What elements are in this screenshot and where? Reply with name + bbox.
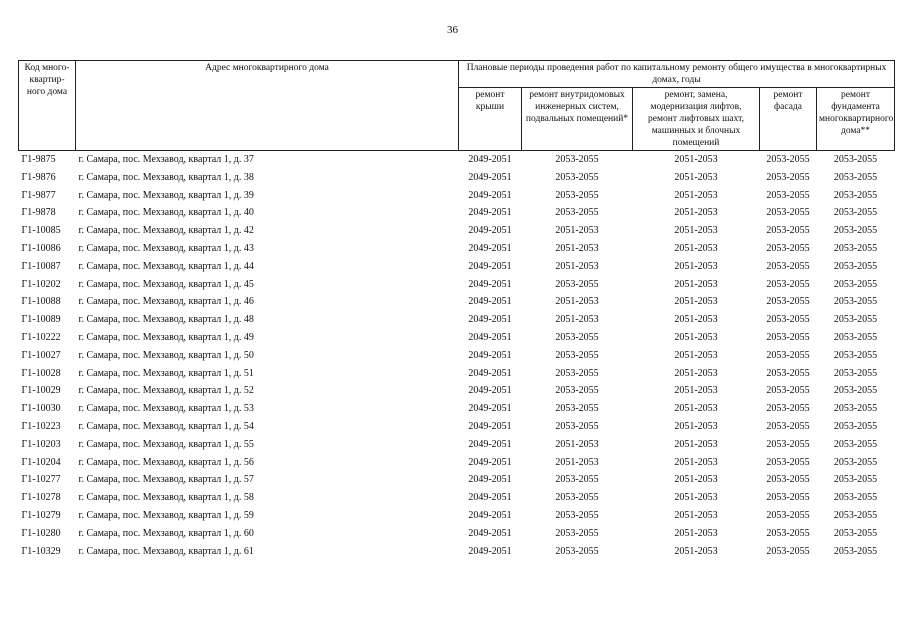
cell-foundation: 2053-2055 bbox=[833, 367, 878, 379]
cell-foundation: 2053-2055 bbox=[833, 242, 878, 254]
table-body bbox=[19, 151, 895, 561]
cell-foundation: 2053-2055 bbox=[833, 403, 878, 415]
cell-elevators: 2051-2053 bbox=[674, 331, 718, 343]
cell-roof: 2049-2051 bbox=[468, 527, 512, 539]
cell-address: г. Самара, пос. Мехзавод, квартал 1, д. 52 bbox=[78, 385, 254, 397]
cell-foundation: 2053-2055 bbox=[833, 527, 878, 539]
cell-code: Г1-9875 bbox=[21, 154, 56, 165]
table-row bbox=[19, 151, 895, 169]
cell-facade: 2053-2055 bbox=[766, 438, 810, 450]
table-row bbox=[19, 436, 895, 454]
cell-facade: 2053-2055 bbox=[766, 385, 810, 397]
cell-address: г. Самара, пос. Мехзавод, квартал 1, д. 53 bbox=[78, 403, 254, 415]
cell-elevators: 2051-2053 bbox=[674, 385, 718, 397]
cell-code: Г1-10277 bbox=[21, 474, 61, 486]
cell-elevators: 2051-2053 bbox=[674, 367, 718, 379]
header-periods: Плановые периоды проведения работ по капитальному ремонту общего имущества в многоквартирных домах, годы bbox=[459, 61, 895, 88]
cell-foundation: 2053-2055 bbox=[833, 154, 878, 165]
table-row bbox=[19, 311, 895, 329]
cell-facade: 2053-2055 bbox=[766, 242, 810, 254]
cell-roof: 2049-2051 bbox=[468, 492, 512, 504]
cell-elevators: 2051-2053 bbox=[674, 456, 718, 468]
cell-address: г. Самара, пос. Мехзавод, квартал 1, д. 59 bbox=[78, 509, 254, 521]
cell-facade: 2053-2055 bbox=[766, 509, 810, 521]
cell-elevators: 2051-2053 bbox=[674, 260, 718, 272]
cell-systems: 2053-2055 bbox=[555, 189, 599, 201]
cell-elevators: 2051-2053 bbox=[674, 314, 718, 326]
cell-elevators: 2051-2053 bbox=[674, 154, 718, 165]
cell-facade: 2053-2055 bbox=[766, 171, 810, 183]
cell-address: г. Самара, пос. Мехзавод, квартал 1, д. 40 bbox=[78, 207, 254, 219]
cell-address: г. Самара, пос. Мехзавод, квартал 1, д. 55 bbox=[78, 438, 254, 450]
cell-roof: 2049-2051 bbox=[468, 296, 512, 308]
cell-roof: 2049-2051 bbox=[468, 367, 512, 379]
cell-foundation: 2053-2055 bbox=[833, 420, 878, 432]
cell-code: Г1-10279 bbox=[21, 509, 61, 521]
cell-code: Г1-10329 bbox=[21, 545, 61, 557]
cell-foundation: 2053-2055 bbox=[833, 456, 878, 468]
header-facade: ремонт фасада bbox=[760, 88, 817, 151]
cell-roof: 2049-2051 bbox=[468, 438, 512, 450]
cell-elevators: 2051-2053 bbox=[674, 492, 718, 504]
header-code: Код много-квартир-ного дома bbox=[19, 61, 76, 151]
page-number: 36 bbox=[447, 24, 458, 36]
cell-facade: 2053-2055 bbox=[766, 492, 810, 504]
cell-foundation: 2053-2055 bbox=[833, 509, 878, 521]
cell-address: г. Самара, пос. Мехзавод, квартал 1, д. 45 bbox=[78, 278, 254, 290]
cell-roof: 2049-2051 bbox=[468, 545, 512, 557]
header-address: Адрес многоквартирного дома bbox=[76, 61, 459, 151]
cell-systems: 2053-2055 bbox=[555, 420, 599, 432]
cell-code: Г1-10028 bbox=[21, 367, 61, 379]
cell-systems: 2053-2055 bbox=[555, 367, 599, 379]
cell-elevators: 2051-2053 bbox=[674, 207, 718, 219]
cell-roof: 2049-2051 bbox=[468, 349, 512, 361]
table-row bbox=[19, 525, 895, 543]
cell-code: Г1-10222 bbox=[21, 331, 61, 343]
cell-foundation: 2053-2055 bbox=[833, 349, 878, 361]
cell-systems: 2053-2055 bbox=[555, 474, 599, 486]
cell-systems: 2053-2055 bbox=[555, 492, 599, 504]
cell-foundation: 2053-2055 bbox=[833, 278, 878, 290]
cell-address: г. Самара, пос. Мехзавод, квартал 1, д. 61 bbox=[78, 545, 254, 557]
cell-facade: 2053-2055 bbox=[766, 296, 810, 308]
header-systems: ремонт внутридомовых инженерных систем, подвальных помещений* bbox=[522, 88, 633, 151]
cell-foundation: 2053-2055 bbox=[833, 438, 878, 450]
cell-elevators: 2051-2053 bbox=[674, 242, 718, 254]
cell-roof: 2049-2051 bbox=[468, 420, 512, 432]
header-roof: ремонт крыши bbox=[459, 88, 522, 151]
cell-elevators: 2051-2053 bbox=[674, 225, 718, 237]
cell-systems: 2053-2055 bbox=[555, 331, 599, 343]
cell-code: Г1-9878 bbox=[21, 207, 56, 219]
cell-address: г. Самара, пос. Мехзавод, квартал 1, д. 51 bbox=[78, 367, 254, 379]
cell-facade: 2053-2055 bbox=[766, 349, 810, 361]
cell-elevators: 2051-2053 bbox=[674, 189, 718, 201]
cell-facade: 2053-2055 bbox=[766, 545, 810, 557]
cell-code: Г1-10030 bbox=[21, 403, 61, 415]
table-row bbox=[19, 454, 895, 472]
table-row bbox=[19, 187, 895, 205]
cell-address: г. Самара, пос. Мехзавод, квартал 1, д. 57 bbox=[78, 474, 254, 486]
cell-roof: 2049-2051 bbox=[468, 225, 512, 237]
cell-roof: 2049-2051 bbox=[468, 509, 512, 521]
cell-systems: 2053-2055 bbox=[555, 545, 599, 557]
cell-foundation: 2053-2055 bbox=[833, 189, 878, 201]
cell-address: г. Самара, пос. Мехзавод, квартал 1, д. 44 bbox=[78, 260, 254, 272]
cell-elevators: 2051-2053 bbox=[674, 171, 718, 183]
cell-address: г. Самара, пос. Мехзавод, квартал 1, д. 48 bbox=[78, 314, 254, 326]
cell-roof: 2049-2051 bbox=[468, 242, 512, 254]
table-row bbox=[19, 489, 895, 507]
cell-code: Г1-10089 bbox=[21, 314, 61, 326]
header-elevators: ремонт, замена, модернизация лифтов, ремонт лифтовых шахт, машинных и блочных помещений bbox=[633, 88, 760, 151]
cell-roof: 2049-2051 bbox=[468, 189, 512, 201]
cell-address: г. Самара, пос. Мехзавод, квартал 1, д. 39 bbox=[78, 189, 254, 201]
table-row bbox=[19, 240, 895, 258]
cell-elevators: 2051-2053 bbox=[674, 296, 718, 308]
cell-systems: 2053-2055 bbox=[555, 385, 599, 397]
cell-roof: 2049-2051 bbox=[468, 154, 512, 165]
cell-elevators: 2051-2053 bbox=[674, 527, 718, 539]
cell-address: г. Самара, пос. Мехзавод, квартал 1, д. 46 bbox=[78, 296, 254, 308]
table-row bbox=[19, 418, 895, 436]
cell-systems: 2051-2053 bbox=[555, 314, 599, 326]
cell-roof: 2049-2051 bbox=[468, 456, 512, 468]
cell-elevators: 2051-2053 bbox=[674, 474, 718, 486]
cell-foundation: 2053-2055 bbox=[833, 296, 878, 308]
cell-facade: 2053-2055 bbox=[766, 314, 810, 326]
cell-facade: 2053-2055 bbox=[766, 207, 810, 219]
cell-code: Г1-9877 bbox=[21, 189, 56, 201]
table-row bbox=[19, 543, 895, 561]
cell-code: Г1-10027 bbox=[21, 349, 61, 361]
cell-roof: 2049-2051 bbox=[468, 278, 512, 290]
cell-foundation: 2053-2055 bbox=[833, 492, 878, 504]
cell-code: Г1-10087 bbox=[21, 260, 61, 272]
table-row bbox=[19, 329, 895, 347]
cell-elevators: 2051-2053 bbox=[674, 438, 718, 450]
cell-systems: 2053-2055 bbox=[555, 171, 599, 183]
cell-foundation: 2053-2055 bbox=[833, 225, 878, 237]
cell-code: Г1-10223 bbox=[21, 420, 61, 432]
table-row bbox=[19, 347, 895, 365]
cell-facade: 2053-2055 bbox=[766, 260, 810, 272]
cell-foundation: 2053-2055 bbox=[833, 314, 878, 326]
cell-systems: 2051-2053 bbox=[555, 225, 599, 237]
cell-address: г. Самара, пос. Мехзавод, квартал 1, д. 60 bbox=[78, 527, 254, 539]
cell-foundation: 2053-2055 bbox=[833, 545, 878, 557]
cell-address: г. Самара, пос. Мехзавод, квартал 1, д. 58 bbox=[78, 492, 254, 504]
cell-elevators: 2051-2053 bbox=[674, 403, 718, 415]
cell-elevators: 2051-2053 bbox=[674, 420, 718, 432]
cell-facade: 2053-2055 bbox=[766, 189, 810, 201]
cell-systems: 2051-2053 bbox=[555, 260, 599, 272]
cell-facade: 2053-2055 bbox=[766, 456, 810, 468]
cell-systems: 2053-2055 bbox=[555, 527, 599, 539]
cell-code: Г1-10088 bbox=[21, 296, 61, 308]
cell-code: Г1-9876 bbox=[21, 171, 56, 183]
cell-address: г. Самара, пос. Мехзавод, квартал 1, д. 37 bbox=[78, 154, 254, 165]
cell-code: Г1-10280 bbox=[21, 527, 61, 539]
cell-facade: 2053-2055 bbox=[766, 225, 810, 237]
cell-roof: 2049-2051 bbox=[468, 474, 512, 486]
table-row bbox=[19, 400, 895, 418]
table-row bbox=[19, 471, 895, 489]
cell-code: Г1-10029 bbox=[21, 385, 61, 397]
table-row bbox=[19, 382, 895, 400]
cell-address: г. Самара, пос. Мехзавод, квартал 1, д. 54 bbox=[78, 420, 254, 432]
table-row bbox=[19, 169, 895, 187]
table-row bbox=[19, 293, 895, 311]
cell-address: г. Самара, пос. Мехзавод, квартал 1, д. 38 bbox=[78, 171, 254, 183]
cell-code: Г1-10203 bbox=[21, 438, 61, 450]
cell-roof: 2049-2051 bbox=[468, 171, 512, 183]
cell-systems: 2051-2053 bbox=[555, 438, 599, 450]
cell-foundation: 2053-2055 bbox=[833, 385, 878, 397]
cell-systems: 2053-2055 bbox=[555, 154, 599, 165]
capital-repair-table bbox=[18, 60, 895, 560]
cell-foundation: 2053-2055 bbox=[833, 260, 878, 272]
cell-systems: 2053-2055 bbox=[555, 278, 599, 290]
cell-roof: 2049-2051 bbox=[468, 385, 512, 397]
cell-address: г. Самара, пос. Мехзавод, квартал 1, д. 56 bbox=[78, 456, 254, 468]
cell-code: Г1-10202 bbox=[21, 278, 61, 290]
cell-facade: 2053-2055 bbox=[766, 420, 810, 432]
cell-systems: 2051-2053 bbox=[555, 296, 599, 308]
cell-address: г. Самара, пос. Мехзавод, квартал 1, д. 50 bbox=[78, 349, 254, 361]
table-row bbox=[19, 258, 895, 276]
table-row bbox=[19, 204, 895, 222]
table-row bbox=[19, 365, 895, 383]
cell-foundation: 2053-2055 bbox=[833, 331, 878, 343]
cell-roof: 2049-2051 bbox=[468, 331, 512, 343]
cell-systems: 2051-2053 bbox=[555, 242, 599, 254]
cell-facade: 2053-2055 bbox=[766, 403, 810, 415]
cell-code: Г1-10278 bbox=[21, 492, 61, 504]
cell-roof: 2049-2051 bbox=[468, 260, 512, 272]
cell-elevators: 2051-2053 bbox=[674, 509, 718, 521]
table-row bbox=[19, 276, 895, 294]
cell-roof: 2049-2051 bbox=[468, 403, 512, 415]
table-row bbox=[19, 507, 895, 525]
cell-elevators: 2051-2053 bbox=[674, 545, 718, 557]
cell-systems: 2051-2053 bbox=[555, 456, 599, 468]
cell-systems: 2053-2055 bbox=[555, 403, 599, 415]
cell-address: г. Самара, пос. Мехзавод, квартал 1, д. 43 bbox=[78, 242, 254, 254]
cell-facade: 2053-2055 bbox=[766, 367, 810, 379]
cell-facade: 2053-2055 bbox=[766, 331, 810, 343]
cell-address: г. Самара, пос. Мехзавод, квартал 1, д. 49 bbox=[78, 331, 254, 343]
cell-roof: 2049-2051 bbox=[468, 314, 512, 326]
cell-systems: 2053-2055 bbox=[555, 207, 599, 219]
cell-code: Г1-10204 bbox=[21, 456, 61, 468]
cell-roof: 2049-2051 bbox=[468, 207, 512, 219]
cell-facade: 2053-2055 bbox=[766, 527, 810, 539]
cell-elevators: 2051-2053 bbox=[674, 278, 718, 290]
cell-foundation: 2053-2055 bbox=[833, 171, 878, 183]
cell-foundation: 2053-2055 bbox=[833, 474, 878, 486]
cell-address: г. Самара, пос. Мехзавод, квартал 1, д. 42 bbox=[78, 225, 254, 237]
cell-foundation: 2053-2055 bbox=[833, 207, 878, 219]
cell-facade: 2053-2055 bbox=[766, 278, 810, 290]
cell-code: Г1-10085 bbox=[21, 225, 61, 237]
cell-facade: 2053-2055 bbox=[766, 154, 810, 165]
cell-systems: 2053-2055 bbox=[555, 349, 599, 361]
cell-elevators: 2051-2053 bbox=[674, 349, 718, 361]
table-row bbox=[19, 222, 895, 240]
cell-code: Г1-10086 bbox=[21, 242, 61, 254]
cell-systems: 2053-2055 bbox=[555, 509, 599, 521]
header-foundation: ремонт фундамента многоквартирного дома** bbox=[817, 88, 895, 151]
cell-facade: 2053-2055 bbox=[766, 474, 810, 486]
table-header bbox=[19, 61, 895, 151]
